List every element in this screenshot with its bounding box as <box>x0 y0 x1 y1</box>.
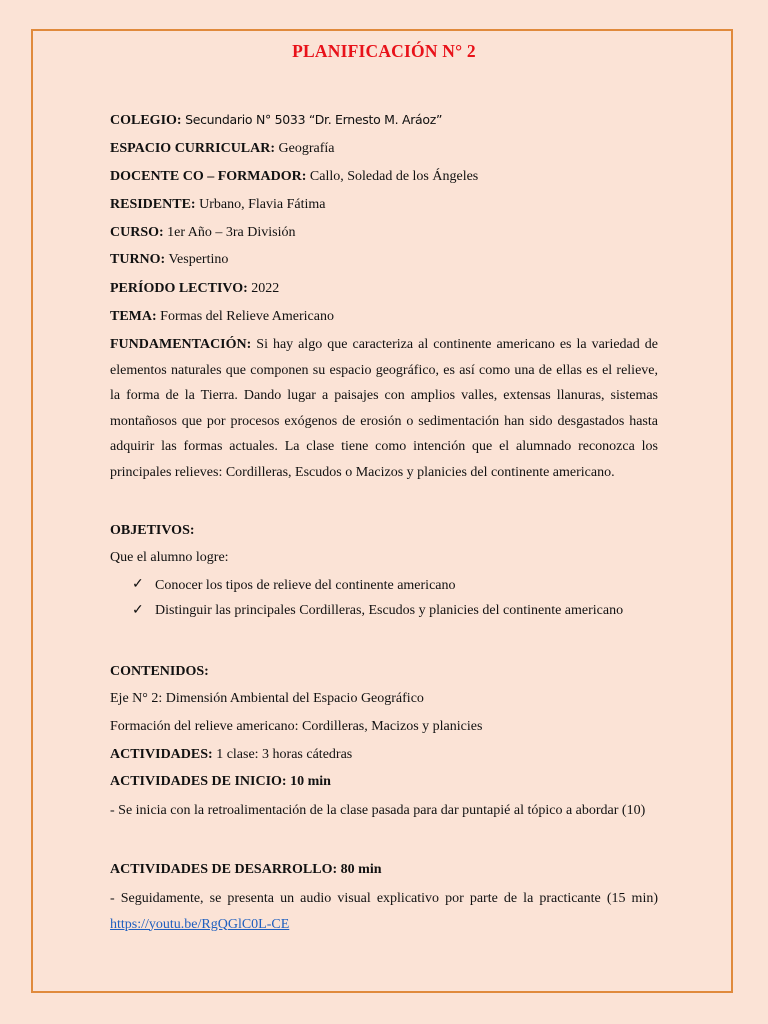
desarrollo-text: - Seguidamente, se presenta un audio visual explicativo por parte de la practicante (15 min) <box>110 891 658 906</box>
objetivos-intro: Que el alumno logre: <box>110 550 229 565</box>
fundamentacion-paragraph <box>110 332 658 485</box>
video-link[interactable]: https://youtu.be/RgQGlC0L-CE <box>110 916 290 932</box>
curso-value: 1er Año – 3ra División <box>167 225 296 240</box>
actividades-value: 1 clase: 3 horas cátedras <box>216 747 353 762</box>
checkmark-icon: ✓ <box>132 603 144 618</box>
turno-value: Vespertino <box>168 252 229 267</box>
field-curso <box>110 225 296 241</box>
inicio-heading-text: ACTIVIDADES DE INICIO: 10 min <box>110 774 331 789</box>
colegio-value: Secundario N° 5033 “Dr. Ernesto M. Aráoz” <box>185 112 443 127</box>
contenidos-heading <box>110 664 209 680</box>
objetivos-heading-text: OBJETIVOS: <box>110 523 195 538</box>
residente-value: Urbano, Flavia Fátima <box>199 197 326 212</box>
desarrollo-heading <box>110 862 382 878</box>
tema-value: Formas del Relieve Americano <box>160 309 334 324</box>
field-tema <box>110 309 334 325</box>
curso-label: CURSO: <box>110 225 164 240</box>
field-colegio <box>110 112 442 129</box>
objetivo-item: Conocer los tipos de relieve del continente americano <box>155 578 456 593</box>
field-docente <box>110 169 478 185</box>
actividades-label: ACTIVIDADES: <box>110 747 213 762</box>
inicio-paragraph: - Se inicia con la retroalimentación de la clase pasada para dar puntapié al tópico a abordar (10) <box>110 803 646 818</box>
checkmark-icon: ✓ <box>132 577 144 592</box>
docente-value: Callo, Soledad de los Ángeles <box>309 169 479 184</box>
fundamentacion-text: Si hay algo que caracteriza al continente americano es la variedad de elementos naturales que componen su espacio geográfico, es así como una de ellas es el relieve, la forma de la Tierra. Dando lugar a paisajes con amplios valles, extensas llanuras, sistemas montañosos que por procesos exógenos de erosión o sedimentación han sido desgastados hasta adquirir las formas actuales. La clase tiene como intención que el alumnado reconozca los principales relieves: Cordilleras, Escudos o Macizos y planicies del continente americano. <box>110 337 658 480</box>
contenidos-line-1: Eje N° 2: Dimensión Ambiental del Espacio Geográfico <box>110 691 424 706</box>
field-periodo-lectivo <box>110 281 279 297</box>
periodo-value: 2022 <box>251 281 280 296</box>
contenidos-line-2: Formación del relieve americano: Cordilleras, Macizos y planicies <box>110 719 483 734</box>
desarrollo-heading-text: ACTIVIDADES DE DESARROLLO: 80 min <box>110 862 382 877</box>
objetivos-heading <box>110 523 195 539</box>
turno-label: TURNO: <box>110 252 166 267</box>
periodo-label: PERÍODO LECTIVO: <box>110 281 248 296</box>
field-residente <box>110 197 325 213</box>
espacio-label: ESPACIO CURRICULAR: <box>110 141 276 156</box>
docente-label: DOCENTE CO – FORMADOR: <box>110 169 307 184</box>
field-actividades <box>110 747 352 763</box>
fundamentacion-label: FUNDAMENTACIÓN: <box>110 337 252 352</box>
contenidos-heading-text: CONTENIDOS: <box>110 664 209 679</box>
field-espacio-curricular <box>110 141 335 157</box>
field-turno <box>110 252 228 268</box>
document-title: PLANIFICACIÓN N° 2 <box>292 41 476 61</box>
inicio-heading <box>110 774 331 790</box>
desarrollo-paragraph <box>110 886 658 937</box>
espacio-value: Geografía <box>278 141 335 156</box>
tema-label: TEMA: <box>110 309 157 324</box>
residente-label: RESIDENTE: <box>110 197 196 212</box>
colegio-label: COLEGIO: <box>110 113 182 128</box>
objetivo-item: Distinguir las principales Cordilleras, Escudos y planicies del continente americano <box>155 603 624 618</box>
